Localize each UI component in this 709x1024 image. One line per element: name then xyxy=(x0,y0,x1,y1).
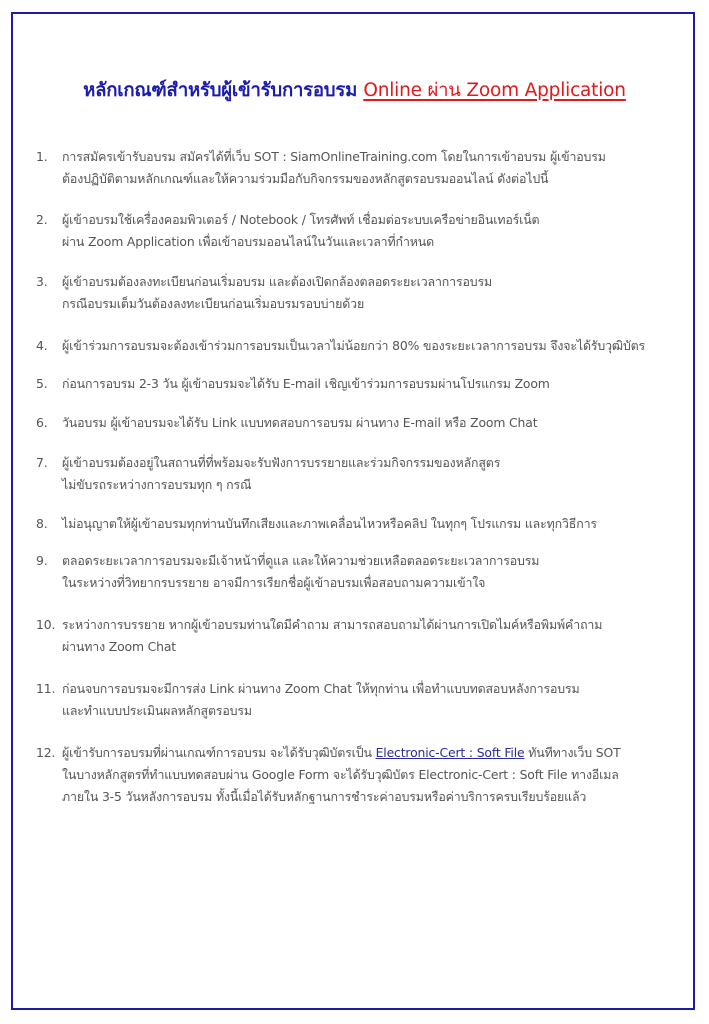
rule-text-line: วันอบรม ผู้เข้าอบรมจะได้รับ Link แบบทดสอบการอบรม ผ่านทาง E-mail หรือ Zoom Chat xyxy=(62,415,538,430)
rule-item-5 xyxy=(36,373,696,395)
rule-item-1 xyxy=(36,146,696,190)
rule-text-line: ผู้เข้าอบรมต้องอยู่ในสถานที่ที่พร้อมจะรับฟังการบรรยายและร่วมกิจกรรมของหลักสูตร xyxy=(62,455,501,470)
rule-number: 8. xyxy=(36,516,48,531)
rule-text-line: ไม่อนุญาตให้ผู้เข้าอบรมทุกท่านบันทึกเสียงและภาพเคลื่อนไหวหรือคลิป ในทุกๆ โปรแกรม และทุกวิธีการ xyxy=(62,516,597,531)
rule-number: 5. xyxy=(36,376,48,391)
rule-text-line: กรณีอบรมเต็มวันต้องลงทะเบียนก่อนเริ่มอบรมรอบบ่ายด้วย xyxy=(62,296,365,311)
rule-text-line: ไม่ขับรถระหว่างการอบรมทุก ๆ กรณี xyxy=(62,477,252,492)
rule-text-line: ผู้เข้าอบรมต้องลงทะเบียนก่อนเริ่มอบรม และต้องเปิดกล้องตลอดระยะเวลาการอบรม xyxy=(62,274,492,289)
rule-text-line: ก่อนจบการอบรมจะมีการส่ง Link ผ่านทาง Zoom Chat ให้ทุกท่าน เพื่อทำแบบทดสอบหลังการอบรม xyxy=(62,681,580,696)
rule-number: 2. xyxy=(36,212,48,227)
rule-item-12 xyxy=(36,742,696,808)
rule-text-line: ตลอดระยะเวลาการอบรมจะมีเจ้าหน้าที่ดูแล และให้ความช่วยเหลือตลอดระยะเวลาการอบรม xyxy=(62,553,540,568)
rule-number: 11. xyxy=(36,681,56,696)
rule-text-line: ภายใน 3-5 วันหลังการอบรม ทั้งนี้เมื่อได้รับหลักฐานการชำระค่าอบรมหรือค่าบริการครบเรียบร้อยแล้ว xyxy=(62,789,587,804)
rule-number: 7. xyxy=(36,455,48,470)
rule-item-2 xyxy=(36,209,696,253)
title-main-text: หลักเกณฑ์สำหรับผู้เข้ารับการอบรม xyxy=(83,80,364,101)
rule-number: 6. xyxy=(36,415,48,430)
rule-text-line: และทำแบบประเมินผลหลักสูตรอบรม xyxy=(62,703,252,718)
rule-text-line xyxy=(62,742,696,764)
rule-item-3 xyxy=(36,271,696,315)
rule-item-11 xyxy=(36,678,696,722)
rule-item-10 xyxy=(36,614,696,658)
rule-text-line: ผู้เข้าอบรมใช้เครื่องคอมพิวเตอร์ / Notebook / โทรศัพท์ เชื่อมต่อระบบเครือข่ายอินเทอร์เน็ต xyxy=(62,212,540,227)
rule-number: 9. xyxy=(36,553,48,568)
rule-text-line: ก่อนการอบรม 2-3 วัน ผู้เข้าอบรมจะได้รับ E-mail เชิญเข้าร่วมการอบรมผ่านโปรแกรม Zoom xyxy=(62,376,550,391)
rule-text-line: ในระหว่างที่วิทยากรบรรยาย อาจมีการเรียกชื่อผู้เข้าอบรมเพื่อสอบถามความเข้าใจ xyxy=(62,575,486,590)
rule-item-7 xyxy=(36,452,696,496)
rule-text-segment: ทันทีทางเว็บ SOT xyxy=(524,745,621,760)
rule-text-line: ผู้เข้าร่วมการอบรมจะต้องเข้าร่วมการอบรมเป็นเวลาไม่น้อยกว่า 80% ของระยะเวลาการอบรม จึงจะได้รับวุฒิบัตร xyxy=(62,338,646,353)
rule-text-line: ระหว่างการบรรยาย หากผู้เข้าอบรมท่านใดมีคำถาม สามารถสอบถามได้ผ่านการเปิดไมค์หรือพิมพ์คำถาม xyxy=(62,617,603,632)
rule-number: 4. xyxy=(36,338,48,353)
rule-item-6 xyxy=(36,412,696,434)
rule-item-4 xyxy=(36,335,696,357)
rule-number: 12. xyxy=(36,745,56,760)
rule-text-line: ในบางหลักสูตรที่ทำแบบทดสอบผ่าน Google Form จะได้รับวุฒิบัตร Electronic-Cert : Soft File ทางอีเมล xyxy=(62,767,619,782)
rule-text-line: ต้องปฏิบัติตามหลักเกณฑ์และให้ความร่วมมือกับกิจกรรมของหลักสูตรอบรมออนไลน์ ดังต่อไปนี้ xyxy=(62,171,549,186)
electronic-cert-link[interactable]: Electronic-Cert : Soft File xyxy=(375,745,525,760)
rule-text-line: การสมัครเข้ารับอบรม สมัครได้ที่เว็บ SOT : SiamOnlineTraining.com โดยในการเข้าอบรม ผู้เข้าอบรม xyxy=(62,149,606,164)
rule-text-line: ผ่าน Zoom Application เพื่อเข้าอบรมออนไลน์ในวันและเวลาที่กำหนด xyxy=(62,234,435,249)
rule-number: 3. xyxy=(36,274,48,289)
rule-text-line: ผ่านทาง Zoom Chat xyxy=(62,639,177,654)
rule-item-8 xyxy=(36,513,696,535)
page-title xyxy=(0,76,709,105)
rule-text-segment: ผู้เข้ารับการอบรมที่ผ่านเกณฑ์การอบรม จะได้รับวุฒิบัตรเป็น xyxy=(62,745,376,760)
rule-item-9 xyxy=(36,550,696,594)
rule-number: 10. xyxy=(36,617,56,632)
title-accent-text: Online ผ่าน Zoom Application xyxy=(363,80,626,101)
rule-number: 1. xyxy=(36,149,48,164)
